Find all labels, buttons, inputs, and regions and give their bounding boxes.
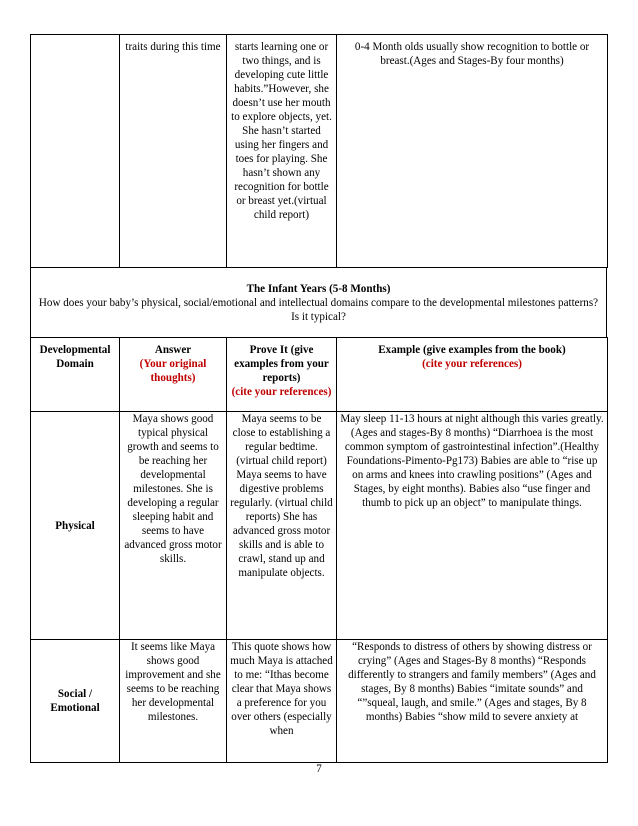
social-prove: This quote shows how much Maya is attached to me: “Ithas become clear that Maya shows a preference for you over others (especially when (227, 640, 337, 763)
top-prove-cell: starts learning one or two things, and is developing cute little habits.”However, she doesn’t use her mouth to explore objects, yet. She hasn’t started using her fingers and toes for playing. She hasn’t shown any recognition for bottle or breast yet.(virtual child report) (227, 35, 337, 268)
table-row (31, 35, 608, 268)
social-example: “Responds to distress of others by showing distress or crying” (Ages and Stages-By 8 months) “Responds differently to strangers and family members” (Ages and stages, By 8 months) Babies “imitate sounds” and “”squeal, laugh, and smile.” (Ages and stages, By 8 months) Babies “show mild to severe anxiety at (337, 640, 608, 763)
milestones-table (30, 337, 608, 763)
header-example (337, 338, 608, 412)
physical-prove: Maya seems to be close to establishing a regular bedtime. (virtual child report) Maya seems to have digestive problems regularly. (virtual child reports) She has advanced gross motor skills and is able to crawl, stand up and manipulate objects. (227, 412, 337, 640)
social-answer: It seems like Maya shows good improvement and she seems to be reaching her developmental milestones. (120, 640, 227, 763)
header-prove-note: (cite your references) (231, 386, 332, 398)
section-heading-cell (31, 268, 607, 338)
table-row (31, 268, 607, 338)
table-row (31, 412, 608, 640)
social-domain: Social / Emotional (31, 640, 120, 763)
section-question: How does your baby’s physical, social/emotional and intellectual domains compare to the developmental milestones patterns? Is it typical? (38, 297, 599, 323)
header-domain: Developmental Domain (31, 338, 120, 412)
page-number: 7 (316, 763, 322, 775)
header-example-label: Example (give examples from the book) (378, 344, 566, 356)
section-heading-table (30, 267, 607, 338)
section-title: The Infant Years (5-8 Months) (246, 283, 391, 295)
top-table (30, 34, 608, 268)
physical-answer: Maya shows good typical physical growth and seems to be reaching her developmental milestones. She is developing a regular sleeping habit and seems to have advanced gross motor skills. (120, 412, 227, 640)
physical-domain: Physical (31, 412, 120, 640)
header-prove-label: Prove It (give examples from your reports) (234, 344, 329, 384)
header-answer (120, 338, 227, 412)
top-answer-cell: traits during this time (120, 35, 227, 268)
top-domain-cell (31, 35, 120, 268)
header-answer-label: Answer (154, 344, 192, 356)
header-example-note: (cite your references) (422, 358, 522, 370)
header-row (31, 338, 608, 412)
top-example-cell: 0-4 Month olds usually show recognition to bottle or breast.(Ages and Stages-By four months) (337, 35, 608, 268)
physical-example: May sleep 11-13 hours at night although this varies greatly.(Ages and stages-By 8 months) “Diarrhoea is the most common symptom of gastrointestinal infection”.(Healthy Foundations-Pimento-Pg173) Babies are able to “rise up on arms and knees into crawling positions” (Ages and Stages, by eight months). Babies also “use finger and thumb to pick up an object” to manipulate things. (337, 412, 608, 640)
table-row (31, 640, 608, 763)
header-answer-note: (Your original thoughts) (139, 358, 207, 384)
header-prove (227, 338, 337, 412)
